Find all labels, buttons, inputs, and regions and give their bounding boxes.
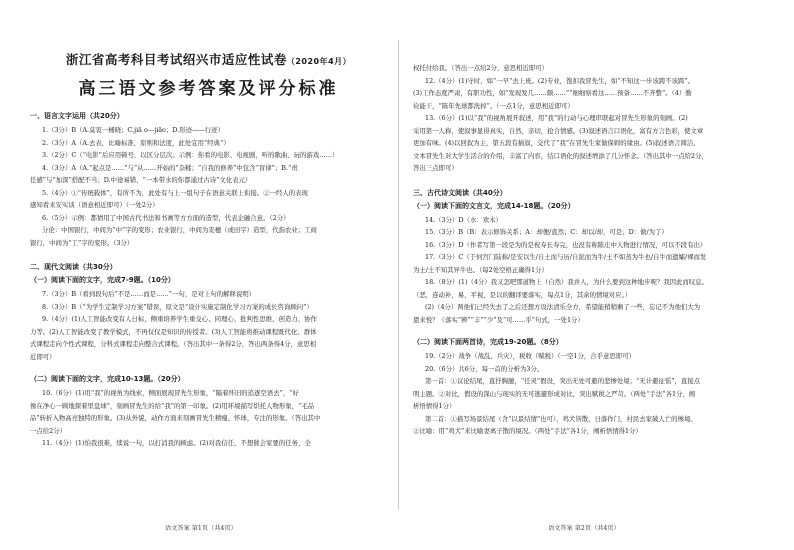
- answer-line: 明主题。②对比，假设的深山与现实的无可逃避形成对比，突出赋税之严苛。（两处“手法”各1分，阐: [413, 389, 696, 398]
- answer-line: 权托付给我。（答出一点给2分，意思相近即可）: [413, 64, 549, 72]
- subsection-heading: （二）阅读下面的文字，完成10-13题。（20分）: [30, 375, 185, 383]
- answer-line: 式课程走向个性式课程，分科式课程走向整合式课程。（答出其中一条得2分，答出两条得4分，意思相: [30, 340, 317, 348]
- section-heading: 二、现代文阅读（共30分）: [30, 263, 117, 271]
- answer-line: (2)（4分）两他们已经失去了之后还想方设法清乐全方，希望能稍稍剩了一些，忘记不为他们大为: [425, 303, 701, 311]
- answer-line: (3)工作态度严肃，有职功性，如“发现发几……颇……”“细细察看这……预备……不齐整”。（4）勤: [413, 89, 692, 97]
- answer-line: 感知看来安实谈（语意相近即可）（一处2分）: [30, 201, 159, 209]
- answer-line: 第二首：①描写场景结尾（含“以景结情”也可），鸡犬皆散，日落作门，村民去家破人亡的惨境。: [425, 414, 697, 423]
- exam-title-text: 浙江省高考科目考试绍兴市适应性试卷: [65, 52, 287, 67]
- exam-title: [30, 50, 387, 68]
- answer-line: 任感”与“加深”搭配不当；D.中途易错，“一本带水的你都通过古诗”文化表元）: [30, 176, 252, 184]
- subsection-4-body: [413, 350, 770, 438]
- main-title: 高三语文参考答案及评分标准: [78, 79, 339, 99]
- answer-line: 近即可）: [30, 352, 56, 361]
- answer-line: 15.（3分）B（B：表示修饰关系；A：却便/直然；C：却以/却，可是；D：做/为了）: [425, 228, 668, 236]
- answer-line: 5.（4分）①“传统载体”，有所不为，此处有与上一组句子在语意关联上衔接。②一经人的表现: [42, 188, 308, 197]
- section-heading: 一、语言文字运用（共20分）: [30, 112, 124, 120]
- page-1-column: [30, 0, 387, 550]
- answer-line: 采用第一人称，使叙事显得真实，自然，亲切，抢合情感。(3)叙述语言口语化，富有方言色彩，使文章: [413, 126, 704, 135]
- answer-line: 4.（3分）A（A.“起点是……”与“从……开始的”杂糅；“自我的修养”中包含“盲律”；B.“责: [42, 163, 298, 172]
- exam-date: （2020年4月）: [286, 57, 352, 66]
- answer-line: 析悟情得1分）: [413, 402, 456, 410]
- answer-line: 分论：中国银行，中间为“中”字的变形；农业银行，中间为麦穗（或田字）造型，代指农业；工商: [42, 226, 317, 234]
- page-1-footer: 语文答案 第1页（共4页）: [165, 525, 237, 532]
- answer-line: 银行，中间为“工”字的变形。（3分）: [30, 238, 134, 247]
- answer-line: 第一首：①议论结尾，直抒胸臆，“任灵”假设，突出无处可避的悲惨处境；“无计避征徭”，直接点: [425, 377, 701, 385]
- answer-line: 18.（8分）(1)（4分）我又怎吧那道物上（自然）我并人，为什么要到这种地步呢？我因此而叹息。: [425, 278, 708, 286]
- answer-line: 20.（6分）共6分，每一首的分析为3分。: [425, 364, 544, 373]
- continued-answers: [413, 62, 770, 175]
- answer-line: 11.（4分）(1)怕我很难，续说一句，以打消我的顾虑。(2)对我信任，不想催会家要的任务，全: [42, 439, 311, 447]
- page-divider: [398, 40, 399, 510]
- answer-line: 17.（3分）C（于何宫门陆称/是安以生/自土而与历/自泥而为牛/土不如蒸为牛也/自牛而遗孀/裸而发: [425, 253, 707, 261]
- subsection-1-body: [30, 288, 387, 363]
- answer-line: 一点给2分）: [30, 426, 67, 435]
- subsection-heading: （一）阅读下面的文言文，完成14-18题。（20分）: [413, 201, 575, 210]
- answer-line: 恩来悦？（落实“辨”“丰”“少”及“可……乎”句式，一处1分）: [413, 315, 584, 324]
- answer-line: 更加有味。(4)以回叙为主，第五段有插叙，交代了“我”在冒先生家做保姆的缘由。(5)叙述语言简洁、: [413, 139, 700, 147]
- answer-line: 10.（6分）(1)用“我”的视角为线索，侧面展现冒先生形象，“隔着怀旧的追逐空语去”，“好: [42, 389, 299, 397]
- answer-line: 8.（3分）B（“为学生定制学习方案”错误，原文是“设计实施定制化学习方案的成长咨询顾问”）: [42, 302, 313, 311]
- answer-line: 3.（2分）C（“电影”后应用顿号，以区分层次。示例：你看的电影、电视剧，听的歌曲、玩的游戏……）: [42, 151, 339, 159]
- page-2-column: [413, 0, 770, 550]
- subsection-2-body: [30, 387, 387, 450]
- answer-line: 文本冒先生对大学生活合的介绍，丰富了内容，结口语化的叙述增添了几分怀念。（答出其中一点给2分，: [413, 151, 708, 160]
- section-1-body: [30, 124, 387, 249]
- answer-line: 品”转折入物高亮独特的形象。(3)从外貌，动作方面来刻画冒先生精瘦、怀球，专注的形象。（答出其中: [30, 414, 321, 422]
- answer-line: 14.（3分）D（水：欢木）: [425, 215, 502, 224]
- answer-line: 13.（6分）(1)以“我”的视角展开叙述，用“我”的行动与心理串联起对冒先生形象的刻画。(2): [425, 114, 688, 122]
- answer-line: ②比喻：用“鸡犬”来比喻妻离子散的境况。（两处“手法”各1分，阐析悟情得1分）: [413, 427, 642, 435]
- answer-line: （恶，连动补，易，平视，是以的翻译要落实，每点1分，其余的情境对应。）: [413, 290, 632, 299]
- answer-line: 19.（2分）战争（战乱、兵灾），税收（赋税）（一空1分，合乎意思即可）: [425, 352, 636, 360]
- answer-line: 7.（3分）B（看到段句后“不是……而是……”一句，是对上句的解释说明）: [42, 290, 256, 298]
- subsection-3-body: [413, 214, 770, 327]
- subsection-heading: （一）阅读下面的文字，完成7-9题。（10分）: [30, 276, 175, 284]
- answer-line: 9.（4分）(1)人工智能改变有人日标，侧重培养学生重交心、同理心、批判性思维、创造力、协作: [42, 315, 317, 323]
- section-heading: 三、古代诗文阅读（共40分）: [413, 188, 507, 197]
- answer-line: 力等。(2)人工智能改变了教学模式，不再仅仅是知识的传授者。(3)人工智能将推动课程既代化、群体: [30, 327, 317, 336]
- answer-line: 6.（5分）示例：都情用了中国古代书法和书画等方方面的造型，代表企融合意。（2分）: [42, 213, 290, 222]
- answer-line: 12.（4分）(1)守时，如“一早”去上班。(2)专业，饱扣我冒先生，如“不知这一步该跨不该跨”。: [425, 76, 695, 85]
- subsection-heading: （二）阅读下面两首诗，完成19-20题。（8分）: [413, 338, 563, 346]
- answer-line: 16.（3分）D（作者写第一段是为的是祝寿长寿完，也没有称陈庄中人物进行情况，可以不段有出）: [425, 240, 707, 249]
- answer-line: 2.（3分）A（A.去表，比喻标准，原则和法度，此处宜用“经典”）: [42, 138, 230, 147]
- answer-line: 俭能干，“陈年先球都洗掉”。（一点1分，意思相近即可）: [413, 101, 574, 110]
- answer-line: 1.（3分）B（A.莫衷一桶晓；C.jiā o—jiāo；D.形迹——行迹）: [42, 126, 224, 134]
- answer-line: 为土/土不知其异牛也。（每2处空格正确得1分）: [413, 265, 548, 274]
- answer-line: 像在净心一顾地探着里盘球”，刻画冒先生的给“我”的第一印象。(2)用环境描写烘托人物形象，“毛品: [30, 401, 315, 410]
- answer-line: 答出三点即可）: [413, 164, 458, 172]
- page-2-footer: 语文答案 第2页（共4页）: [548, 525, 620, 532]
